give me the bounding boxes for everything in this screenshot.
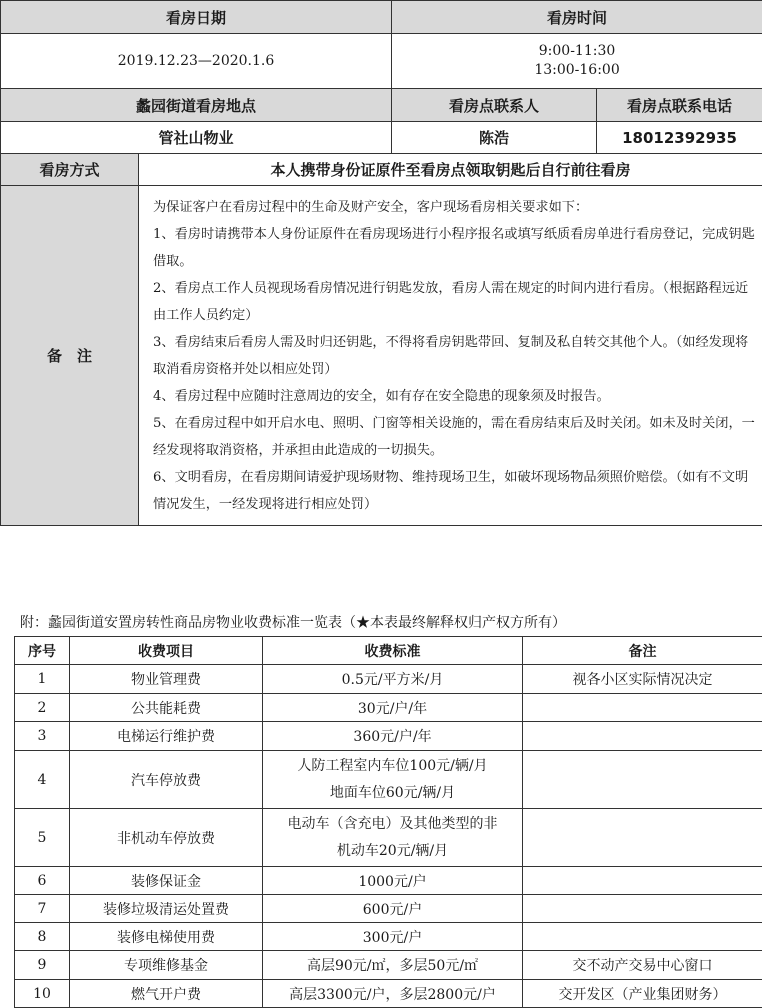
fee-table — [14, 636, 762, 1008]
fee-no: 10 — [15, 980, 70, 1008]
notes-item-2: 2、看房点工作人员视现场看房情况进行钥匙发放，看房人需在规定的时间内进行看房。（根据路程远近由工作人员约定） — [153, 275, 758, 329]
table-row — [15, 923, 762, 951]
fee-item: 物业管理费 — [70, 665, 263, 694]
fee-item: 公共能耗费 — [70, 694, 263, 722]
fee-standard-line: 人防工程室内车位100元/辆/月 — [263, 753, 522, 780]
fee-note — [523, 809, 762, 867]
fee-item: 装修电梯使用费 — [70, 923, 263, 951]
fee-no: 6 — [15, 867, 70, 895]
contact-header: 看房点联系人 — [392, 89, 597, 122]
fee-item: 装修垃圾清运处置费 — [70, 895, 263, 923]
fee-note: 视各小区实际情况决定 — [523, 665, 762, 694]
fee-note — [523, 722, 762, 751]
fee-standard-line: 机动车20元/辆/月 — [263, 838, 522, 865]
fee-note: 交开发区（产业集团财务） — [523, 980, 762, 1008]
fee-standard: 600元/户 — [263, 895, 523, 923]
viewing-time-afternoon: 13:00-16:00 — [392, 61, 762, 80]
fee-no: 3 — [15, 722, 70, 751]
notes-item-5: 5、在看房过程中如开启水电、照明、门窗等相关设施的，需在看房结束后及时关闭。如未及时关闭，一经发现将取消资格，并承担由此造成的一切损失。 — [153, 410, 758, 464]
notes-item-1: 1、看房时请携带本人身份证原件在看房现场进行小程序报名或填写纸质看房单进行看房登记，完成钥匙借取。 — [153, 221, 758, 275]
fee-header-no: 序号 — [15, 637, 70, 665]
fee-standard: 0.5元/平方米/月 — [263, 665, 523, 694]
method-value: 本人携带身份证原件至看房点领取钥匙后自行前往看房 — [139, 154, 762, 186]
viewing-date-value: 2019.12.23—2020.1.6 — [1, 34, 392, 89]
notes-item-6: 6、文明看房，在看房期间请爱护现场财物、维持现场卫生，如破坏现场物品须照价赔偿。（如有不文明情况发生，一经发现将进行相应处罚） — [153, 464, 758, 518]
fee-standard: 30元/户/年 — [263, 694, 523, 722]
fee-no: 2 — [15, 694, 70, 722]
fee-standard-line: 地面车位60元/辆/月 — [263, 780, 522, 807]
viewing-time-value — [392, 34, 762, 89]
fee-item: 汽车停放费 — [70, 751, 263, 809]
fee-item: 电梯运行维护费 — [70, 722, 263, 751]
viewing-time-morning: 9:00-11:30 — [392, 42, 762, 61]
fee-standard — [263, 809, 523, 867]
table-row — [15, 665, 762, 694]
viewing-date-header: 看房日期 — [1, 1, 392, 34]
table-row — [15, 980, 762, 1008]
fee-note — [523, 923, 762, 951]
fee-standard: 1000元/户 — [263, 867, 523, 895]
viewing-time-header: 看房时间 — [392, 1, 762, 34]
fee-header-standard: 收费标准 — [263, 637, 523, 665]
fee-no: 9 — [15, 951, 70, 980]
fee-no: 1 — [15, 665, 70, 694]
fee-note — [523, 867, 762, 895]
notes-item-3: 3、看房结束后看房人需及时归还钥匙，不得将看房钥匙带回、复制及私自转交其他个人。（如经发现将取消看房资格并处以相应处罚） — [153, 329, 758, 383]
phone-value: 18012392935 — [597, 122, 762, 154]
fee-note — [523, 751, 762, 809]
fee-note: 交不动产交易中心窗口 — [523, 951, 762, 980]
location-header: 蠡园街道看房地点 — [1, 89, 392, 122]
fee-standard: 高层3300元/户，多层2800元/户 — [263, 980, 523, 1008]
fee-no: 4 — [15, 751, 70, 809]
fee-note — [523, 895, 762, 923]
table-row — [15, 867, 762, 895]
fee-no: 7 — [15, 895, 70, 923]
fee-header-item: 收费项目 — [70, 637, 263, 665]
fee-standard: 360元/户/年 — [263, 722, 523, 751]
notes-header: 备 注 — [1, 186, 139, 526]
notes-item-4: 4、看房过程中应随时注意周边的安全，如有存在安全隐患的现象须及时报告。 — [153, 383, 758, 410]
location-value: 管社山物业 — [1, 122, 392, 154]
table-row — [15, 951, 762, 980]
notes-content — [139, 186, 762, 526]
fee-item: 燃气开户费 — [70, 980, 263, 1008]
table-row — [15, 722, 762, 751]
fee-no: 5 — [15, 809, 70, 867]
table-row — [15, 809, 762, 867]
table-row — [15, 895, 762, 923]
fee-standard: 高层90元/㎡，多层50元/㎡ — [263, 951, 523, 980]
fee-header-note: 备注 — [523, 637, 762, 665]
fee-standard — [263, 751, 523, 809]
contact-value: 陈浩 — [392, 122, 597, 154]
fee-item: 非机动车停放费 — [70, 809, 263, 867]
fee-no: 8 — [15, 923, 70, 951]
phone-header: 看房点联系电话 — [597, 89, 762, 122]
fee-standard-line: 电动车（含充电）及其他类型的非 — [263, 811, 522, 838]
fee-standard: 300元/户 — [263, 923, 523, 951]
table-row — [15, 751, 762, 809]
fee-note — [523, 694, 762, 722]
notes-intro: 为保证客户在看房过程中的生命及财产安全，客户现场看房相关要求如下： — [153, 194, 758, 221]
table-row — [15, 694, 762, 722]
fee-table-caption: 附：蠡园街道安置房转性商品房物业收费标准一览表（★本表最终解释权归产权方所有） — [20, 612, 566, 632]
fee-item: 装修保证金 — [70, 867, 263, 895]
method-header: 看房方式 — [1, 154, 139, 186]
fee-item: 专项维修基金 — [70, 951, 263, 980]
